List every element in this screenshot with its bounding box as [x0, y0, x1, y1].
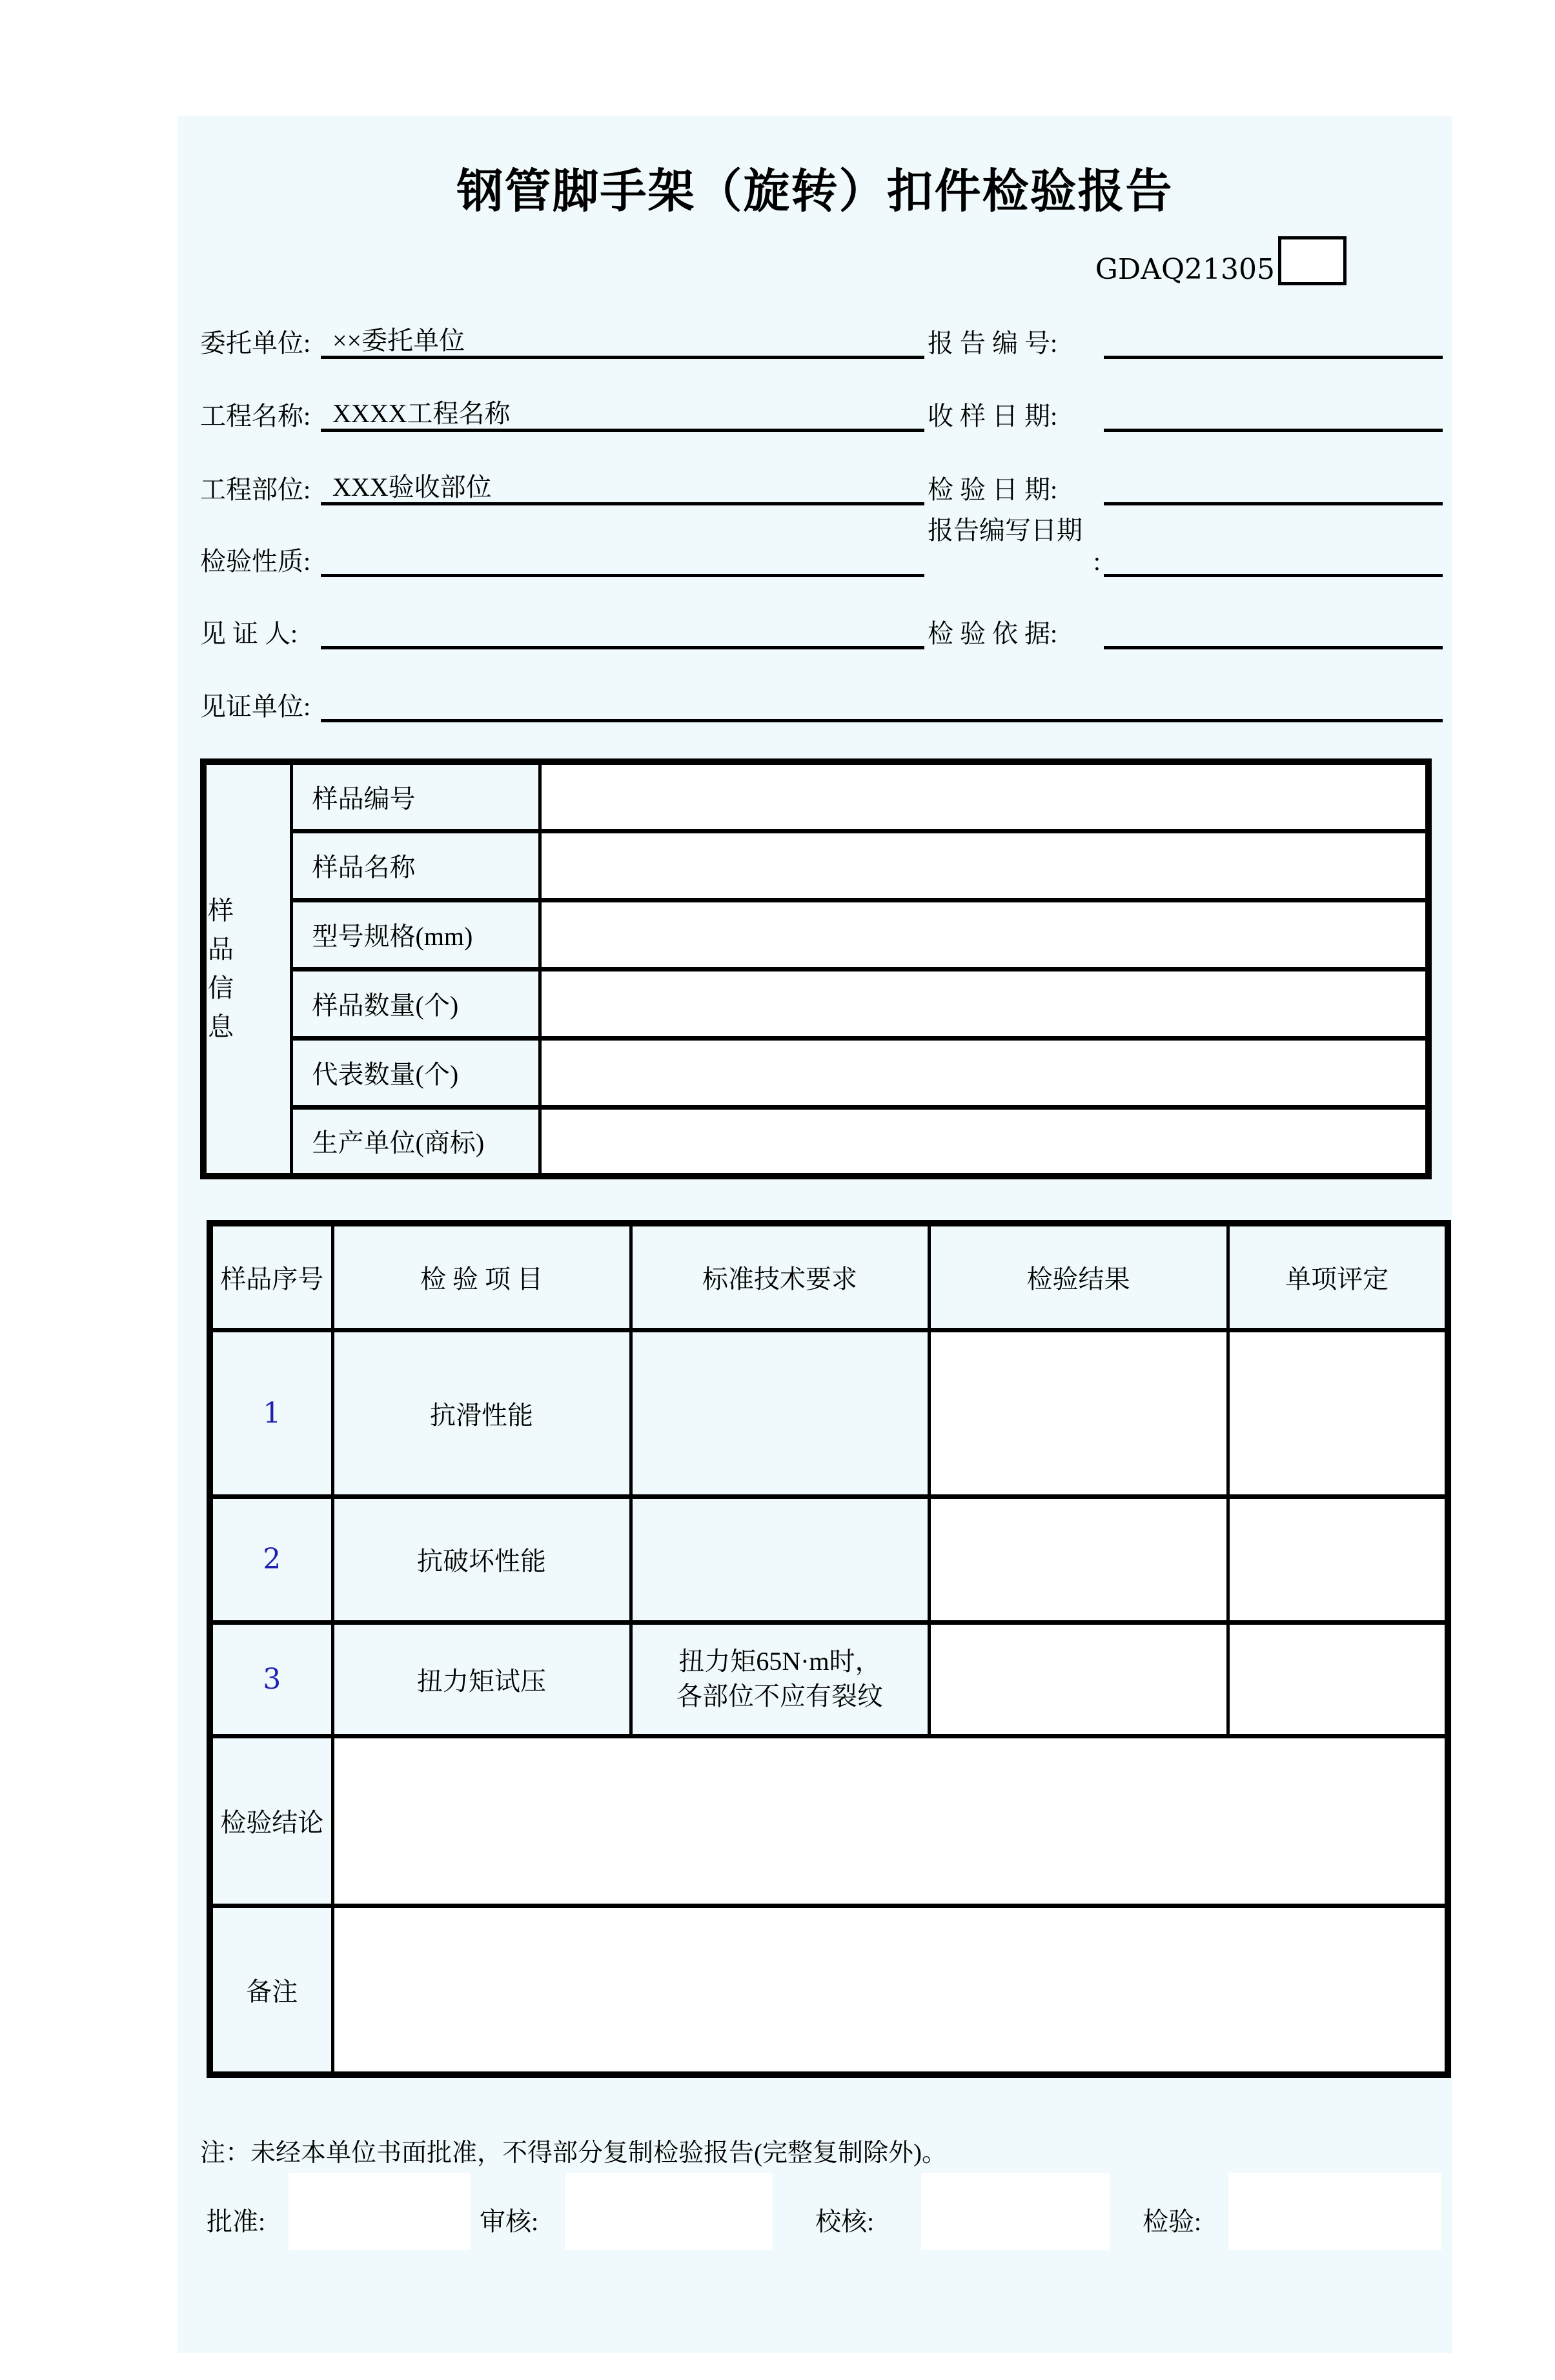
table-row: [203, 831, 1428, 900]
sample-row-label: 样品编号: [291, 762, 540, 831]
table-header-row: [210, 1223, 1448, 1330]
sample-row-label: 生产单位(商标): [291, 1107, 540, 1176]
table-row: [210, 1736, 1448, 1906]
field-label-inspection-basis: 检 验 依 据:: [928, 619, 1058, 648]
inspection-table: [207, 1220, 1451, 2078]
row-serial: 1: [210, 1330, 332, 1496]
row-rating-cell[interactable]: [1228, 1496, 1448, 1622]
sample-row-label: 型号规格(mm): [291, 900, 540, 969]
sig-label-check: 校核:: [815, 2207, 875, 2236]
sample-info-group-label: 样品信息: [208, 896, 234, 1041]
field-label-inspection-date: 检 验 日 期:: [928, 475, 1058, 504]
table-row: [203, 762, 1428, 831]
field-label-witness: 见 证 人:: [200, 619, 298, 648]
field-label-report-no: 报 告 编 号:: [928, 329, 1058, 358]
sample-info-table: [200, 758, 1432, 1179]
field-line-sample-date[interactable]: [1104, 429, 1443, 432]
sample-row-label: 样品名称: [291, 831, 540, 900]
row-result-cell[interactable]: [929, 1330, 1228, 1496]
col-header-rating: 单项评定: [1228, 1223, 1448, 1330]
requirement-line2: 各部位不应有裂纹: [676, 1682, 883, 1711]
field-line-report-write-date[interactable]: [1104, 574, 1443, 577]
field-line-project-part[interactable]: [321, 502, 924, 505]
sample-row-label: 代表数量(个): [291, 1038, 540, 1107]
sig-box-check[interactable]: [921, 2173, 1110, 2250]
sig-label-review: 审核:: [480, 2207, 539, 2236]
table-row: [210, 1330, 1448, 1496]
col-header-result: 检验结果: [929, 1223, 1228, 1330]
field-label-entrust-unit: 委托单位:: [200, 329, 311, 358]
remark-label: 备注: [210, 1906, 332, 2075]
field-label-inspection-nature: 检验性质:: [200, 547, 311, 576]
field-line-witness-unit[interactable]: [321, 719, 1443, 722]
sig-label-approve: 批准:: [207, 2207, 266, 2236]
row-requirement: [631, 1496, 929, 1622]
field-value-project-name: XXXX工程名称: [332, 399, 511, 428]
table-row: [210, 1906, 1448, 2075]
sample-row-value[interactable]: [540, 762, 1428, 831]
row-serial: 2: [210, 1496, 332, 1622]
sample-row-value[interactable]: [540, 831, 1428, 900]
row-item: 抗滑性能: [332, 1330, 631, 1496]
field-label-report-write-date: [928, 515, 1101, 577]
col-header-requirement: 标准技术要求: [631, 1223, 929, 1330]
table-row: [203, 1107, 1428, 1176]
table-row: [210, 1496, 1448, 1622]
table-row: [203, 1038, 1428, 1107]
sig-box-review[interactable]: [565, 2173, 773, 2250]
row-requirement: [631, 1330, 929, 1496]
row-rating-cell[interactable]: [1228, 1622, 1448, 1736]
field-label-report-write-date-colon: :: [1093, 547, 1101, 576]
conclusion-label: 检验结论: [210, 1736, 332, 1906]
page-title: 钢管脚手架（旋转）扣件检验报告: [456, 166, 1174, 218]
row-result-cell[interactable]: [929, 1622, 1228, 1736]
form-code-checkbox[interactable]: [1278, 236, 1347, 285]
sig-box-approve[interactable]: [289, 2173, 471, 2250]
form-code: GDAQ21305: [1095, 253, 1275, 286]
sample-info-group-cell: [203, 762, 291, 1176]
table-row: [210, 1622, 1448, 1736]
field-value-project-part: XXX验收部位: [332, 473, 492, 502]
conclusion-value-cell[interactable]: [332, 1736, 1448, 1906]
field-value-entrust-unit: ××委托单位: [332, 326, 465, 355]
field-line-project-name[interactable]: [321, 429, 924, 432]
field-label-report-write-date-line1: 报告编写日期: [928, 516, 1082, 545]
field-label-witness-unit: 见证单位:: [200, 692, 311, 721]
col-header-item: 检 验 项 目: [332, 1223, 631, 1330]
sample-row-label: 样品数量(个): [291, 969, 540, 1038]
field-line-witness[interactable]: [321, 646, 924, 649]
sample-row-value[interactable]: [540, 1107, 1428, 1176]
copy-restriction-note: 注：未经本单位书面批准，不得部分复制检验报告(完整复制除外)。: [200, 2139, 947, 2167]
report-page: [178, 116, 1452, 2353]
field-line-inspection-date[interactable]: [1104, 502, 1443, 505]
field-line-report-no[interactable]: [1104, 356, 1443, 359]
sample-row-value[interactable]: [540, 900, 1428, 969]
sig-label-inspect: 检验:: [1143, 2207, 1202, 2236]
remark-value-cell[interactable]: [332, 1906, 1448, 2075]
table-row: [203, 900, 1428, 969]
field-label-sample-date: 收 样 日 期:: [928, 402, 1058, 431]
requirement-line1: 扭力矩65N·m时，: [678, 1647, 881, 1676]
table-row: [203, 969, 1428, 1038]
field-line-inspection-basis[interactable]: [1104, 646, 1443, 649]
sample-row-value[interactable]: [540, 969, 1428, 1038]
field-line-inspection-nature[interactable]: [321, 574, 924, 577]
col-header-sample-no: 样品序号: [210, 1223, 332, 1330]
row-result-cell[interactable]: [929, 1496, 1228, 1622]
row-requirement: [631, 1622, 929, 1736]
sample-row-value[interactable]: [540, 1038, 1428, 1107]
field-label-project-name: 工程名称:: [200, 402, 311, 431]
row-rating-cell[interactable]: [1228, 1330, 1448, 1496]
sig-box-inspect[interactable]: [1228, 2173, 1441, 2250]
field-label-project-part: 工程部位:: [200, 475, 311, 504]
field-line-entrust-unit[interactable]: [321, 356, 924, 359]
row-item: 抗破坏性能: [332, 1496, 631, 1622]
row-serial: 3: [210, 1622, 332, 1736]
row-item: 扭力矩试压: [332, 1622, 631, 1736]
